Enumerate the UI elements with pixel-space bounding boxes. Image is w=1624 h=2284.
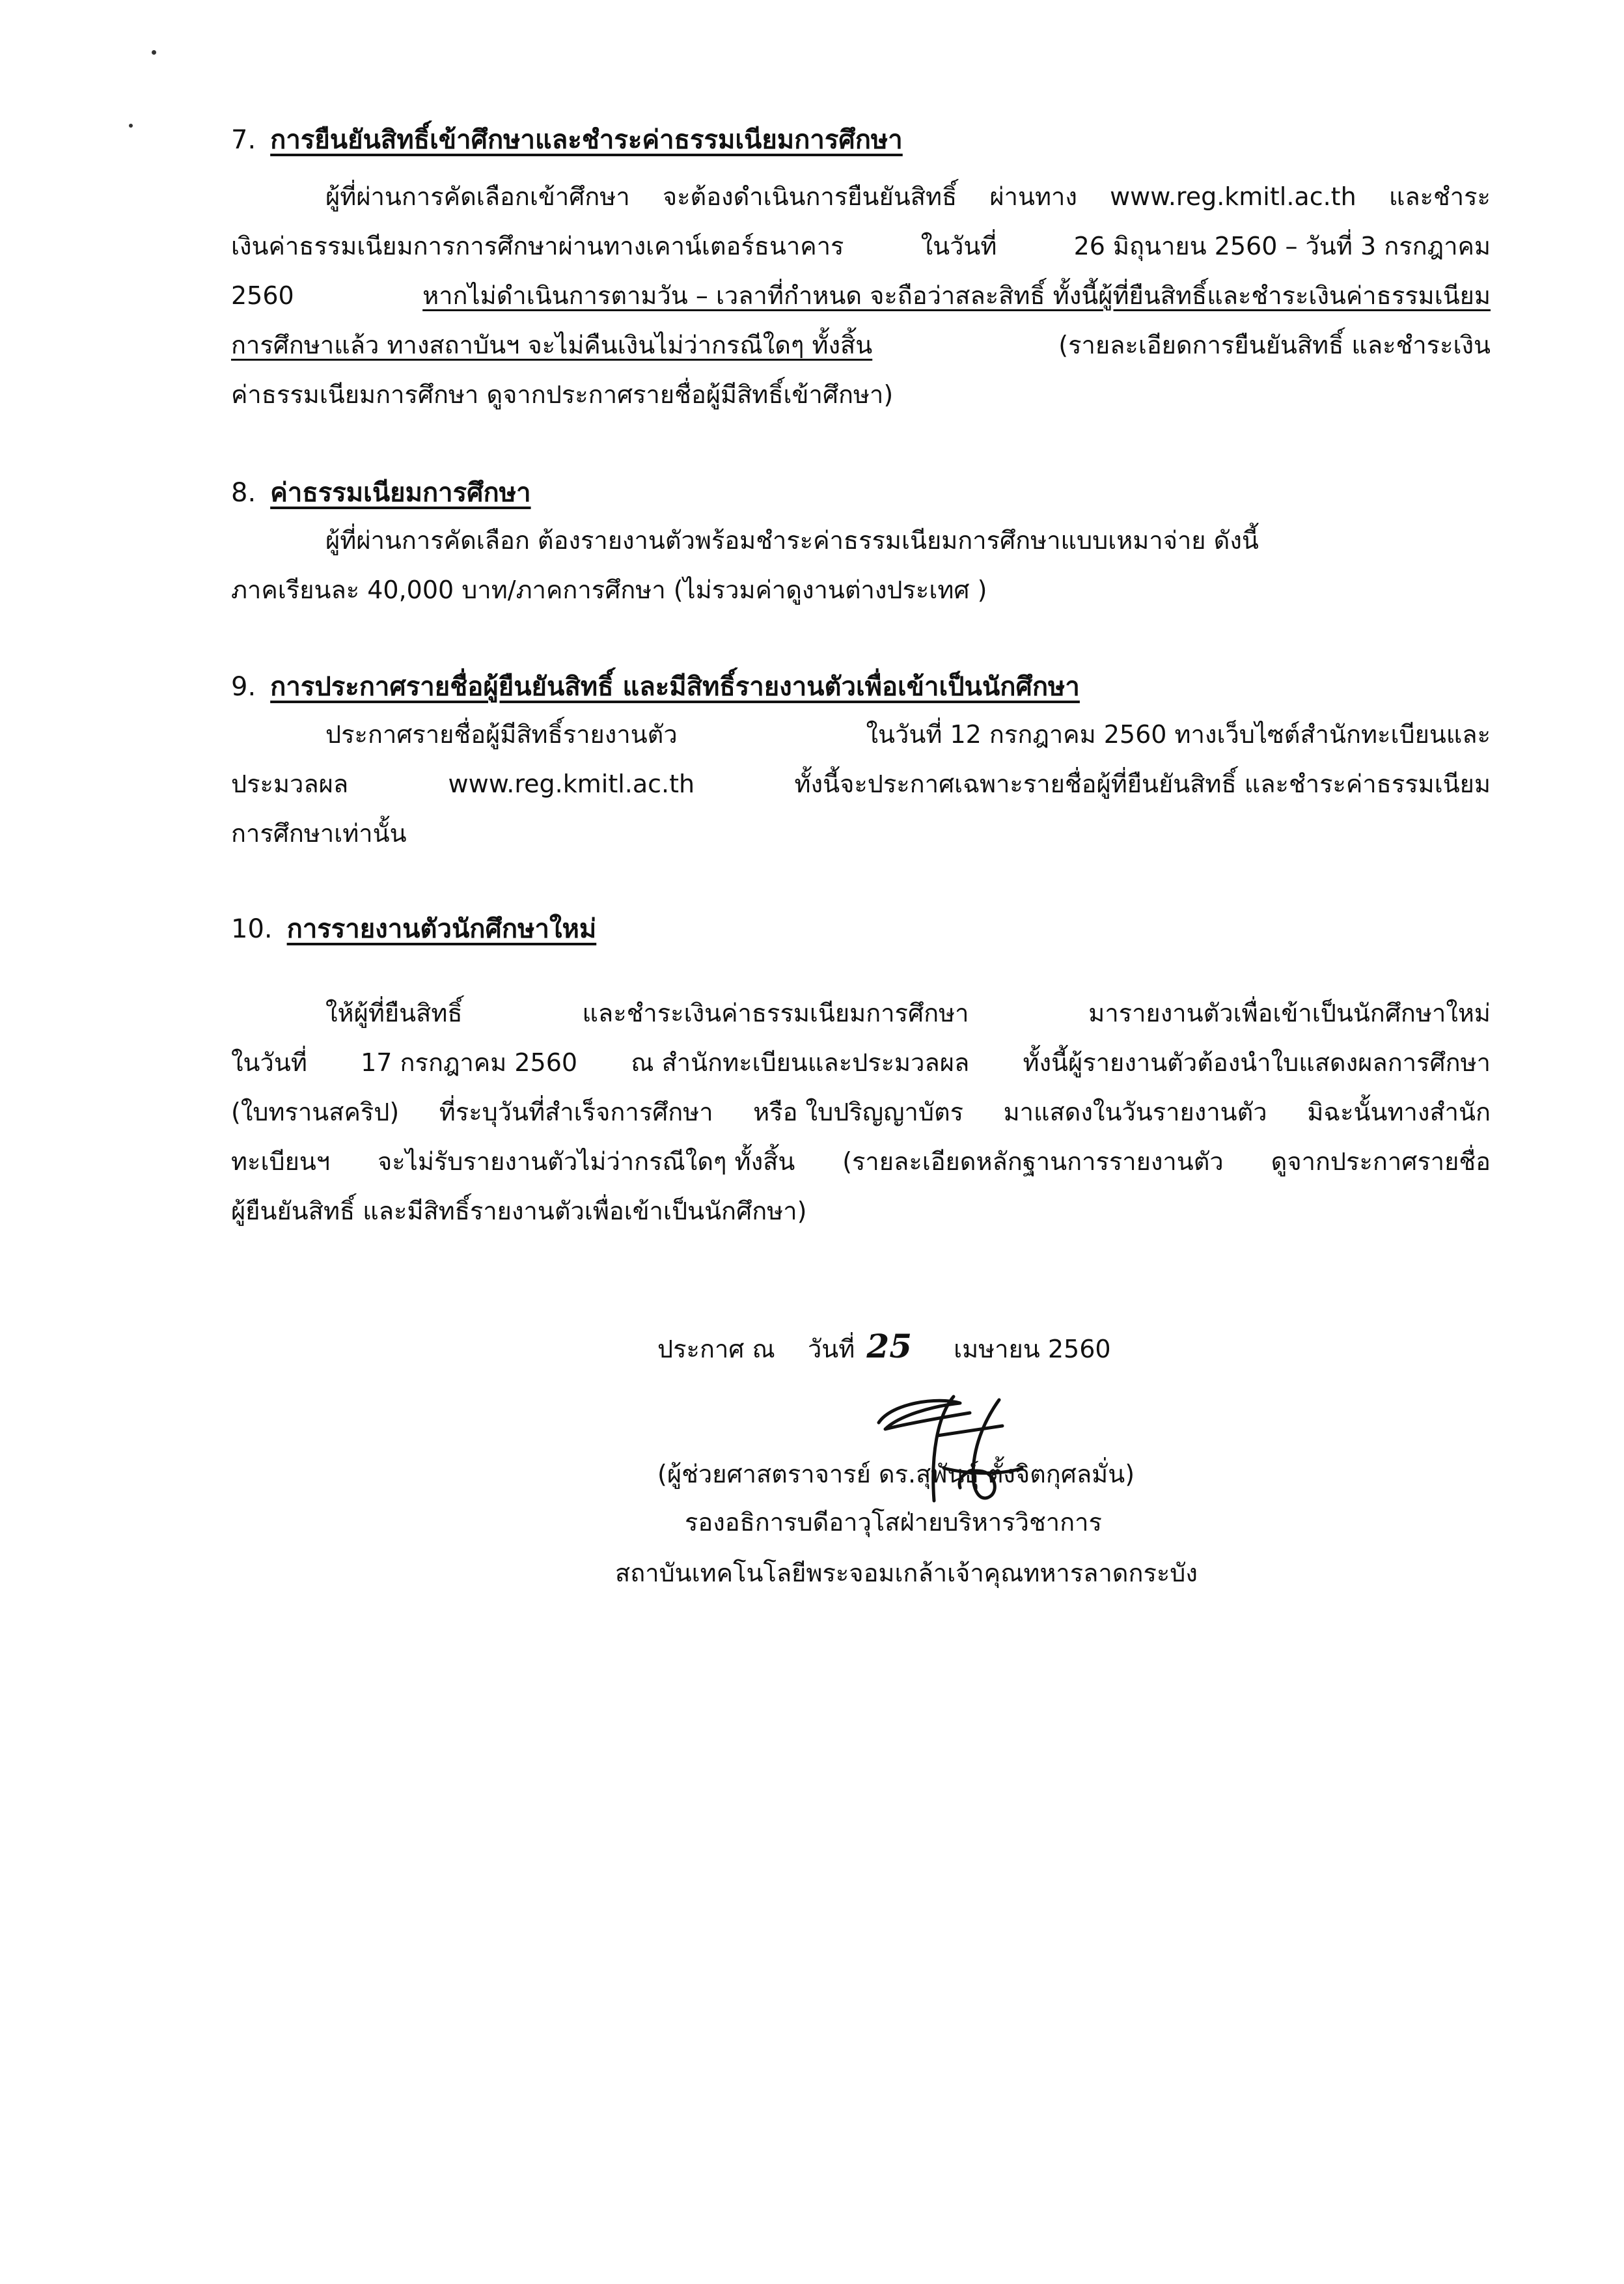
section-7 <box>231 117 1491 419</box>
text-line <box>231 988 1491 1038</box>
section-heading <box>231 117 1491 163</box>
text-segment: (รายละเอียดการยืนยันสิทธิ์ และชำระเงิน <box>1058 331 1491 359</box>
text-line <box>231 221 1491 271</box>
text-segment: มาแสดงในวันรายงานตัว <box>1003 1098 1267 1126</box>
announcement-prefix: ประกาศ ณ <box>657 1335 775 1363</box>
text-segment: ให้ผู้ที่ยืนสิทธิ์ <box>325 999 463 1027</box>
text-line <box>231 565 1491 615</box>
section-title: การประกาศรายชื่อผู้ยืนยันสิทธิ์ และมีสิทธิ์รายงานตัวเพื่อเข้าเป็นนักศึกษา <box>270 672 1080 702</box>
section-8 <box>231 470 1491 615</box>
text-segment: ดูจากประกาศรายชื่อ <box>1271 1147 1491 1176</box>
text-segment: ที่ระบุวันที่สำเร็จการศึกษา <box>439 1098 713 1126</box>
text-segment: หรือ ใบปริญญาบัตร <box>753 1098 964 1126</box>
text-segment: มิฉะนั้นทางสำนัก <box>1307 1098 1491 1126</box>
section-number: 8. <box>231 478 256 508</box>
text-segment: ทั้งนี้ผู้รายงานตัวต้องนำใบแสดงผลการศึกษา <box>1023 1048 1491 1077</box>
announcement-date <box>657 1322 1111 1374</box>
text-segment: 2560 <box>231 281 294 310</box>
text-segment: เงินค่าธรรมเนียมการการศึกษาผ่านทางเคาน์เตอร์ธนาคาร <box>231 232 844 260</box>
text-line <box>231 809 1491 858</box>
text-segment: www.reg.kmitl.ac.th <box>1110 182 1356 211</box>
text-segment: การศึกษาเท่านั้น <box>231 819 407 848</box>
text-segment: ประกาศรายชื่อผู้มีสิทธิ์รายงานตัว <box>325 720 678 749</box>
text-segment: ผู้ที่ผ่านการคัดเลือก ต้องรายงานตัวพร้อมชำระค่าธรรมเนียมการศึกษาแบบเหมาจ่าย ดังนี้ <box>325 526 1259 555</box>
section-heading <box>231 470 1491 516</box>
text-segment: หากไม่ดำเนินการตามวัน – เวลาที่กำหนด จะถือว่าสละสิทธิ์ ทั้งนี้ผู้ที่ยืนสิทธิ์และชำระเงินค่าธรรมเนียม <box>422 281 1491 310</box>
text-line <box>231 320 1491 370</box>
section-body <box>231 516 1491 615</box>
handwritten-day: 25 <box>866 1327 912 1365</box>
text-segment: จะไม่รับรายงานตัวไม่ว่ากรณีใดๆ ทั้งสิ้น <box>378 1147 795 1176</box>
text-segment: ภาคเรียนละ 40,000 บาท/ภาคการศึกษา (ไม่รวมค่าดูงานต่างประเทศ ) <box>231 576 987 604</box>
text-line <box>231 759 1491 809</box>
text-segment: ผู้ยืนยันสิทธิ์ และมีสิทธิ์รายงานตัวเพื่อเข้าเป็นนักศึกษา) <box>231 1197 807 1225</box>
signatory-name: (ผู้ช่วยศาสตราจารย์ ดร.สุพันธุ์ ตั้งจิตกุศลมั่น) <box>657 1460 1135 1488</box>
text-segment: ในวันที่ <box>920 232 997 260</box>
text-line <box>231 710 1491 759</box>
text-line <box>231 271 1491 320</box>
section-title: การรายงานตัวนักศึกษาใหม่ <box>286 914 597 944</box>
section-body <box>231 988 1491 1236</box>
section-title: การยืนยันสิทธิ์เข้าศึกษาและชำระค่าธรรมเนียมการศึกษา <box>270 125 903 155</box>
text-segment: ผ่านทาง <box>989 182 1077 211</box>
text-line <box>231 1087 1491 1137</box>
section-body <box>231 710 1491 858</box>
scan-speck <box>152 50 156 55</box>
text-segment: จะต้องดำเนินการยืนยันสิทธิ์ <box>662 182 957 211</box>
section-title: ค่าธรรมเนียมการศึกษา <box>270 478 531 508</box>
text-line <box>231 1038 1491 1087</box>
text-line <box>231 1186 1491 1236</box>
text-segment: ในวันที่ 12 กรกฎาคม 2560 ทางเว็บไซต์สำนักทะเบียนและ <box>866 720 1491 749</box>
section-number: 7. <box>231 125 256 155</box>
scan-speck <box>129 124 133 128</box>
text-segment: ณ สำนักทะเบียนและประมวลผล <box>631 1048 970 1077</box>
text-line <box>231 1137 1491 1186</box>
text-segment: ทั้งนี้จะประกาศเฉพาะรายชื่อผู้ที่ยืนยันสิทธิ์ และชำระค่าธรรมเนียม <box>794 770 1491 798</box>
text-segment: ค่าธรรมเนียมการศึกษา ดูจากประกาศรายชื่อผู้มีสิทธิ์เข้าศึกษา) <box>231 380 894 409</box>
signatory-position: รองอธิการบดีอาวุโสฝ่ายบริหารวิชาการ <box>685 1508 1102 1537</box>
day-label: วันที่ <box>807 1335 855 1363</box>
text-segment: การศึกษาแล้ว ทางสถาบันฯ จะไม่คืนเงินไม่ว่ากรณีใดๆ ทั้งสิ้น <box>231 331 873 359</box>
text-segment: และชำระ <box>1388 182 1491 211</box>
section-number: 9. <box>231 672 256 702</box>
text-segment: 17 กรกฎาคม 2560 <box>361 1048 578 1077</box>
text-line <box>231 172 1491 221</box>
text-segment: และชำระเงินค่าธรรมเนียมการศึกษา <box>582 999 969 1027</box>
section-9 <box>231 664 1491 858</box>
text-segment: มารายงานตัวเพื่อเข้าเป็นนักศึกษาใหม่ <box>1088 999 1491 1027</box>
text-line <box>231 516 1491 565</box>
section-10 <box>231 906 1491 1236</box>
text-segment: 26 มิถุนายน 2560 – วันที่ 3 กรกฎาคม <box>1073 232 1491 260</box>
section-number: 10. <box>231 914 273 944</box>
section-heading <box>231 906 1491 952</box>
text-segment: www.reg.kmitl.ac.th <box>448 770 695 798</box>
text-line <box>231 370 1491 419</box>
text-segment: ผู้ที่ผ่านการคัดเลือกเข้าศึกษา <box>325 182 630 211</box>
section-heading <box>231 664 1491 710</box>
section-body <box>231 172 1491 419</box>
text-segment: ทะเบียนฯ <box>231 1147 331 1176</box>
text-segment: (รายละเอียดหลักฐานการรายงานตัว <box>842 1147 1224 1176</box>
text-segment: ประมวลผล <box>231 770 349 798</box>
month-year: เมษายน 2560 <box>954 1335 1111 1363</box>
text-segment: (ใบทรานสคริป) <box>231 1098 400 1126</box>
text-segment: ในวันที่ <box>231 1048 307 1077</box>
signatory-institution: สถาบันเทคโนโลยีพระจอมเกล้าเจ้าคุณทหารลาดกระบัง <box>615 1559 1198 1587</box>
